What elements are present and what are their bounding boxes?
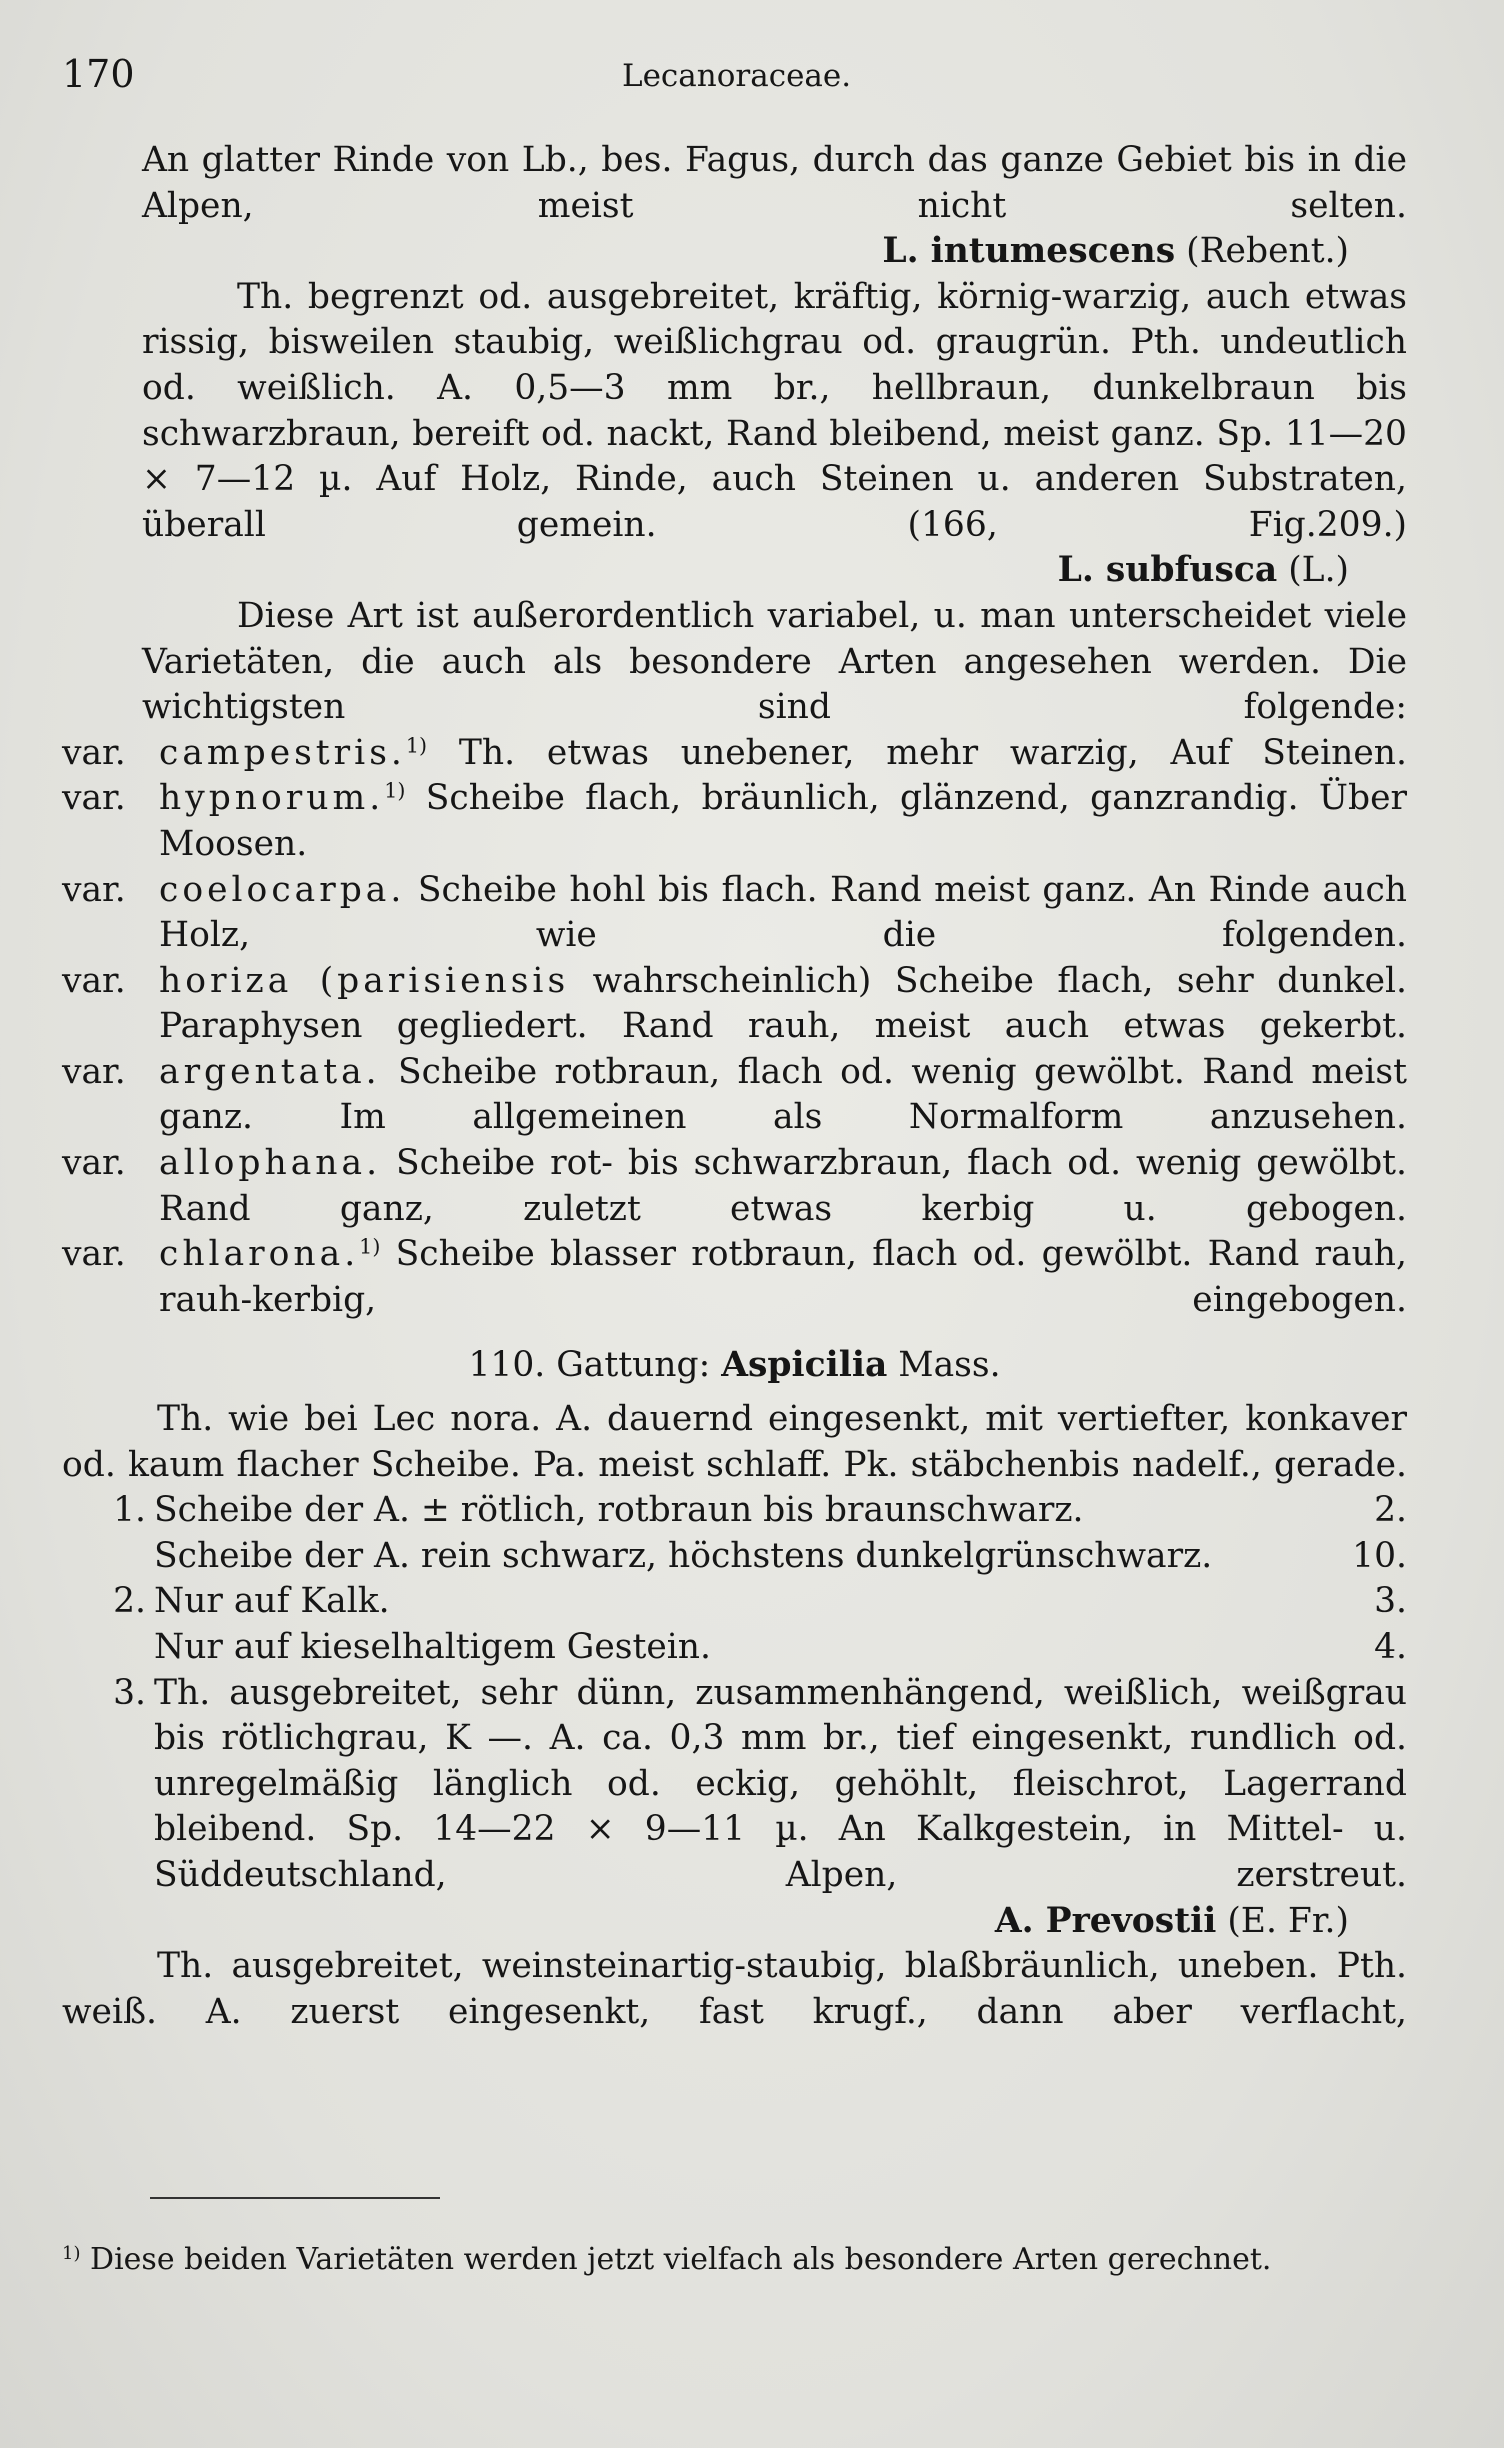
intumescens-habitat: An glatter Rinde von Lb., bes. Fagus, durch das ganze Gebiet bis in die Alpen, meist nicht selten.: [142, 140, 1407, 226]
variety-text: [159, 1141, 1407, 1232]
key-lead: [62, 1534, 1407, 1580]
variety-name: allophana.: [159, 1143, 382, 1184]
species-name-subfusca: [62, 548, 1407, 594]
footnote: [62, 2238, 1407, 2282]
page-number: 170: [62, 52, 135, 96]
key-lines: [154, 1488, 1407, 1534]
genus-prefix: 110. Gattung:: [468, 1345, 711, 1386]
key-lead-text: Scheibe der A. rein schwarz, höchstens dunkelgrünschwarz.: [154, 1535, 1213, 1576]
key-lead-result: 10.: [1352, 1535, 1407, 1576]
variety-text: [159, 1232, 1407, 1323]
genus-description: Th. wie bei Lec nora. A. dauernd eingesenkt, mit vertiefter, konkaver od. kaum flacher Scheibe. Pa. meist schlaff. Pk. stäbchenbis nadelf., gerade.: [62, 1399, 1407, 1485]
key-lead: [62, 1625, 1407, 1671]
species-name: L. intumescens: [882, 231, 1176, 272]
genus-name: Aspicilia: [721, 1345, 888, 1386]
key-lead-text: Th. ausgebreitet, sehr dünn, zusammenhängend, weißlich, weißgrau bis rötlichgrau, K —. A. ca. 0,3 mm br., tief eingesenkt, rundlich od. unregelmäßig länglich od. eckig, gehöhlt, fleischrot, Lagerrand bleibend. Sp. 14—22 × 9—11 µ. An Kalkgestein, in Mittel- u. Süddeutschland, Alpen, zerstreut.: [154, 1672, 1407, 1895]
variety-label: var.: [62, 732, 126, 773]
variety-label: var.: [62, 1234, 126, 1275]
footnote-ref: 1): [359, 1234, 381, 1259]
variety-label: var.: [62, 1143, 126, 1184]
variety-name: horiza (parisiensis: [159, 960, 570, 1001]
variety-text: [159, 776, 1407, 867]
key-lead: [154, 1579, 1407, 1625]
running-title: Lecanoraceae.: [622, 58, 852, 94]
variety-text: [159, 1050, 1407, 1141]
running-header: [62, 52, 1442, 102]
variety-label: var.: [62, 778, 126, 819]
footnote-rule: [150, 2197, 440, 2199]
footnote-marker: 1): [62, 2243, 81, 2265]
key-lead-result: 2.: [1374, 1490, 1407, 1531]
species-name-prevostii: [62, 1899, 1407, 1945]
identification-key: [62, 1488, 1407, 1944]
species-name: A. Prevostii: [994, 1900, 1217, 1941]
key-lead-result: 3.: [1374, 1581, 1407, 1622]
variety-entry: [62, 776, 1407, 867]
variety-description: Scheibe hohl bis flach. Rand meist ganz. An Rinde auch Holz, wie die folgenden.: [159, 869, 1407, 956]
key-couplet-3: [62, 1671, 1407, 1899]
key-lead-text: Scheibe der A. ± rötlich, rotbraun bis braunschwarz.: [154, 1490, 1084, 1531]
variety-entry: [62, 1050, 1407, 1141]
key-number: 2.: [113, 1581, 146, 1622]
key-lead-result: 4.: [1374, 1627, 1407, 1667]
species-author: (E. Fr.): [1227, 1900, 1349, 1941]
footnote-ref: 1): [384, 778, 406, 803]
species-author: (Rebent.): [1186, 231, 1349, 272]
key-number: 3.: [113, 1672, 146, 1713]
variety-entry: [62, 1141, 1407, 1232]
key-number: 1.: [113, 1490, 146, 1531]
species-author: (L.): [1288, 550, 1349, 591]
footnote-text: Diese beiden Varietäten werden jetzt vielfach als besondere Arten gerechnet.: [90, 2242, 1272, 2277]
variety-name: coelocarpa.: [159, 869, 406, 910]
variety-entry: [62, 1232, 1407, 1323]
variety-list: [62, 731, 1407, 1324]
species-name-intumescens: [62, 229, 1407, 275]
subfusca-description: Th. begrenzt od. ausgebreitet, kräftig, körnig-warzig, auch etwas rissig, bisweilen staubig, weißlichgrau od. graugrün. Pth. undeutlich od. weißlich. A. 0,5—3 mm br., hellbraun, dunkelbraun bis schwarzbraun, bereift od. nackt, Rand bleibend, meist ganz. Sp. 11—20 × 7—12 µ. Auf Holz, Rinde, auch Steinen u. anderen Substraten, überall gemein. (166, Fig.209.): [142, 276, 1407, 545]
variety-description: Th. etwas unebener, mehr warzig, Auf Steinen.: [458, 732, 1407, 773]
subfusca-note: Diese Art ist außerordentlich variabel, u. man unterscheidet viele Varietäten, die auch als besondere Arten angesehen werden. Die wichtigsten sind folgende:: [142, 595, 1407, 728]
variety-description: Scheibe rotbraun, flach od. wenig gewölbt. Rand meist ganz. Im allgemeinen als Normalform anzusehen.: [159, 1051, 1407, 1138]
variety-name: chlarona.: [159, 1234, 360, 1275]
variety-entry: [62, 959, 1407, 1050]
variety-text: [159, 959, 1407, 1050]
genus-heading: [62, 1343, 1407, 1389]
variety-entry: [62, 868, 1407, 959]
variety-entry: [62, 731, 1407, 777]
variety-name: argentata.: [159, 1051, 381, 1092]
variety-description: Scheibe flach, bräunlich, glänzend, ganzrandig. Über Moosen.: [159, 778, 1407, 864]
genus-author: Mass.: [898, 1345, 1001, 1386]
variety-description: Scheibe blasser rotbraun, flach od. gewölbt. Rand rauh, rauh-kerbig, eingebogen.: [159, 1234, 1407, 1320]
variety-name: hypnorum.: [159, 778, 385, 819]
key-lead-text: Nur auf kieselhaltigem Gestein.: [154, 1627, 711, 1667]
variety-name: campestris.: [159, 732, 406, 773]
variety-description: Scheibe rot- bis schwarzbraun, flach od. wenig gewölbt. Rand ganz, zuletzt etwas kerbig u. gebogen.: [159, 1143, 1407, 1229]
variety-label: var.: [62, 960, 126, 1001]
variety-description: wahrscheinlich) Scheibe flach, sehr dunkel. Paraphysen gegliedert. Rand rauh, meist auch etwas gekerbt.: [159, 960, 1408, 1047]
variety-text: [159, 868, 1407, 959]
species-name: L. subfusca: [1057, 550, 1278, 591]
key-lead-text: Nur auf Kalk.: [154, 1581, 390, 1622]
key-lead: [154, 1488, 1407, 1534]
body-text: [62, 138, 1407, 2035]
next-species-description: Th. ausgebreitet, weinsteinartig-staubig, blaßbräunlich, uneben. Pth. weiß. A. zuerst eingesenkt, fast krugf., dann aber verflacht,: [62, 1946, 1407, 2032]
variety-label: var.: [62, 1051, 126, 1092]
variety-label: var.: [62, 869, 126, 910]
footnote-ref: 1): [405, 733, 428, 758]
key-couplet-1: [62, 1488, 1407, 1534]
key-lines: [154, 1579, 1407, 1625]
key-couplet-2: [62, 1579, 1407, 1625]
variety-text: [159, 731, 1407, 777]
